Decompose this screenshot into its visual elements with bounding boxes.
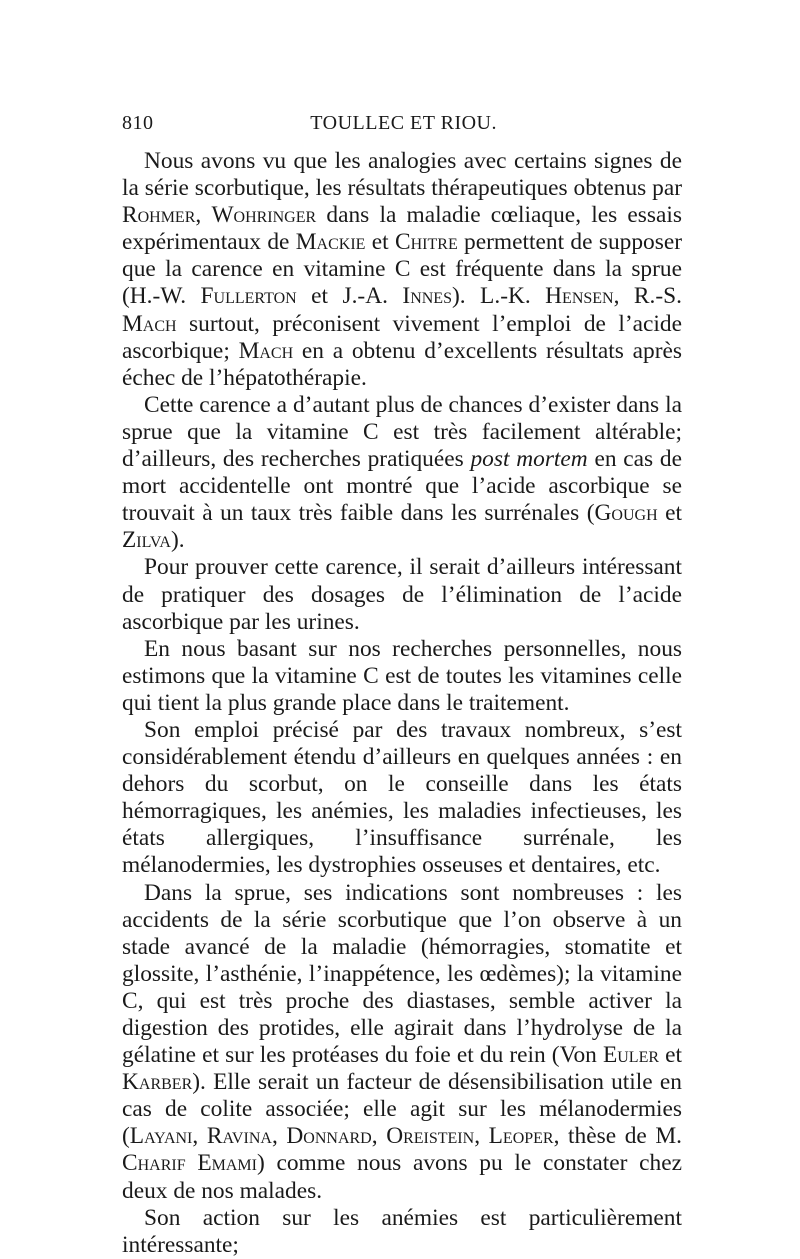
page (122, 112, 682, 1259)
text-run: surtout, préconisent vivement l’emploi de l’acide ascorbique; (122, 310, 682, 364)
author-name: Oreistein (386, 1123, 475, 1150)
text-run: et (365, 229, 396, 256)
text-run: , (474, 1123, 489, 1150)
text-run: , (195, 202, 212, 229)
paragraph (122, 880, 682, 1205)
paragraph (122, 392, 682, 555)
author-name: Karber (122, 1069, 193, 1096)
paragraph (122, 636, 682, 717)
running-header (122, 112, 682, 148)
text-run: , (371, 1123, 387, 1150)
author-name: Leoper (488, 1123, 554, 1150)
author-name: Chitre (395, 229, 458, 256)
paragraph (122, 717, 682, 880)
text-run: , (192, 1123, 207, 1150)
text-run: et (659, 1042, 682, 1069)
author-name: Mach (238, 337, 294, 364)
text-run: , thèse de M. (553, 1123, 683, 1150)
author-name: Mackie (295, 229, 366, 256)
text-run: et J.-A. (296, 283, 403, 310)
paragraph (122, 1205, 682, 1259)
author-name: Fullerton (200, 283, 297, 310)
text-run: ). Elle serait un facteur de désensibilisation utile en cas de colite associée; elle agit sur les mélanodermies ( (122, 1069, 682, 1150)
author-name: Rohmer (122, 202, 196, 229)
text-run: Son emploi précisé par des travaux nombreux, s’est considérablement étendu d’ailleurs en quelques années : en dehors du scorbut, on le conseille dans les états hémorragiques, les anémies, les maladies infectieuses, les états allergiques, l’insuffisance surrénale, les mélanodermies, les dystrophies osseuses et dentaires, etc. (122, 716, 682, 879)
author-name: Donnard (286, 1123, 372, 1150)
text-run: ). L.-K. (451, 283, 546, 310)
paragraph (122, 554, 682, 635)
text-run: Pour prouver cette carence, il serait d’ailleurs intéressant de pratiquer des dosages de l’élimination de l’acide ascorbique par les urines. (122, 554, 682, 635)
body-text (122, 148, 682, 1259)
author-name: Hensen (545, 283, 614, 310)
italic-text: post mortem (470, 446, 588, 473)
author-name: Ravina (206, 1123, 272, 1150)
text-run: Son action sur les anémies est particulièrement intéressante; (122, 1204, 682, 1258)
text-run: , R.-S. (613, 283, 682, 310)
text-run: Dans la sprue, ses indications sont nombreuses : les accidents de la série scorbutique que l’on observe à un stade avancé de la maladie (hémorragies, stomatite et glossite, l’asthénie, l’inappétence, les œdèmes); la vitamine C, qui est très proche des diastases, semble activer la digestion des protides, elle agirait dans l’hydrolyse de la gélatine et sur les protéases du foie et du rein (Von (122, 879, 682, 1069)
author-name: Wohringer (211, 202, 317, 229)
text-run: et (657, 500, 682, 527)
author-name: Charif Emami (122, 1150, 257, 1177)
text-run: En nous basant sur nos recherches personnelles, nous estimons que la vitamine C est de toutes les vitamines celle qui tient la plus grande place dans le traitement. (122, 635, 682, 716)
text-run: , (271, 1123, 287, 1150)
text-run: ). (170, 527, 185, 554)
author-name: Euler (602, 1042, 660, 1069)
text-run: Nous avons vu que les analogies avec certains signes de la série scorbutique, les résultats thérapeutiques obtenus par (122, 148, 682, 202)
text-run: dans la maladie cœliaque, les essais expérimentaux de (122, 202, 682, 256)
paragraph (122, 148, 682, 392)
text-run: ) comme nous avons pu le constater chez deux de nos malades. (122, 1150, 682, 1204)
text-run: en cas de mort accidentelle ont montré que l’acide ascorbique se trouvait à un taux très faible dans les surrénales ( (122, 446, 682, 527)
author-name: Zilva (122, 527, 171, 554)
author-name: Gough (594, 500, 658, 527)
running-title: TOULLEC ET RIOU. (310, 112, 497, 134)
text-run: permettent de supposer que la carence en vitamine C est fréquente dans la sprue (H.-W. (122, 229, 682, 310)
author-name: Layani (129, 1123, 193, 1150)
text-run: en a obtenu d’excellents résultats après échec de l’hépatothérapie. (122, 337, 682, 391)
author-name: Mach (122, 310, 177, 337)
page-number: 810 (122, 112, 154, 134)
author-name: Innes (402, 283, 452, 310)
text-run: Cette carence a d’autant plus de chances d’exister dans la sprue que la vitamine C est très facilement altérable; d’ailleurs, des recherches pratiquées (122, 391, 682, 473)
